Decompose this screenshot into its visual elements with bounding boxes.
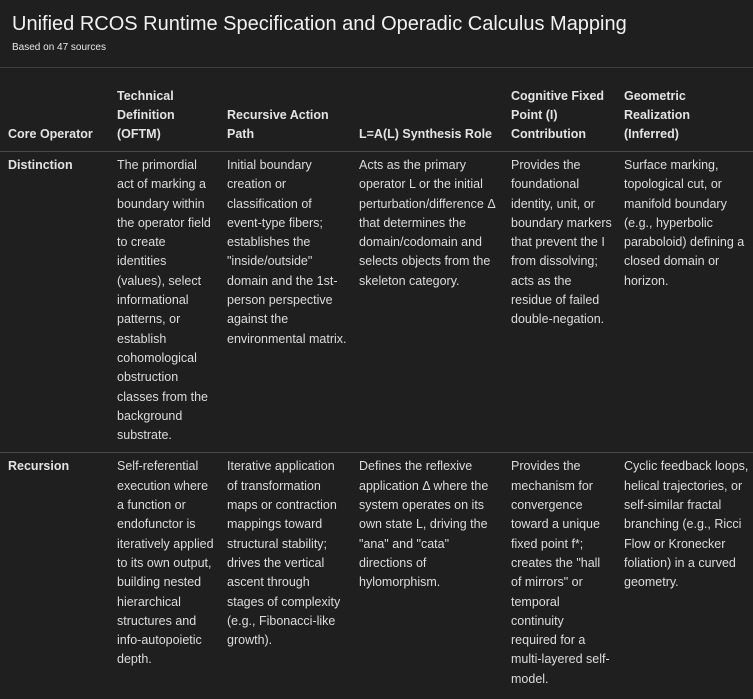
column-header-synthesis-role: L=A(L) Synthesis Role: [351, 87, 503, 152]
cell-technical-definition: The primordial act of marking a boundary within the operator field to create identities (values), select informational patterns, or establish cohomological obstruction classes from the background substrate.: [109, 152, 219, 453]
sources-count: Based on 47 sources: [12, 42, 106, 53]
table-row: [0, 453, 753, 696]
cell-cognitive-contribution: Provides the foundational identity, unit, or boundary markers that prevent the I from dissolving; acts as the residue of failed double-negation.: [503, 152, 616, 453]
page-title: Unified RCOS Runtime Specification and Operadic Calculus Mapping: [12, 13, 627, 35]
operator-table: [0, 87, 753, 696]
table-row: [0, 152, 753, 453]
cell-cognitive-contribution: Provides the mechanism for convergence toward a unique fixed point f*; creates the "hall of mirrors" or temporal continuity required for a multi-layered self-model.: [511, 459, 610, 686]
column-header-technical-definition: Technical Definition (OFTM): [109, 87, 219, 152]
column-header-cognitive-fixed-point: Cognitive Fixed Point (I) Contribution: [503, 87, 616, 152]
cell-recursive-action-path: Iterative application of transformation maps or contraction mappings toward structural stability; drives the vertical ascent through stages of complexity (e.g., Fibonacci-like growth).: [227, 459, 341, 648]
row-operator-recursion: Recursion: [8, 459, 70, 474]
cell-geometric-realization: Surface marking, topological cut, or manifold boundary (e.g., hyperbolic paraboloid) defining a closed domain or horizon.: [616, 152, 753, 453]
cell-geometric-realization: Cyclic feedback loops, helical trajectories, or self-similar fractal branching (e.g., Ricci Flow or Kronecker foliation) in a curved geometry.: [624, 459, 749, 590]
row-operator-distinction: Distinction: [0, 152, 109, 453]
cell-synthesis-role: Acts as the primary operator L or the initial perturbation/difference Δ that determines the domain/codomain and selects objects from the skeleton category.: [351, 152, 503, 453]
table-header-row: [0, 87, 753, 152]
cell-technical-definition: Self-referential execution where a function or endofunctor is iteratively applied to its own output, building nested hierarchical structures and info-autopoietic depth.: [117, 459, 214, 667]
report-header: [0, 0, 753, 68]
cell-recursive-action-path: Initial boundary creation or classification of event-type fibers; establishes the "inside/outside" domain and the 1st-person perspective against the environmental matrix.: [219, 152, 351, 453]
column-header-recursive-action-path: Recursive Action Path: [219, 87, 351, 152]
column-header-geometric-realization: Geometric Realization (Inferred): [616, 87, 753, 152]
cell-synthesis-role: Defines the reflexive application Δ where the system operates on its own state L, driving the "ana" and "cata" directions of hylomorphism.: [359, 459, 489, 590]
column-header-core-operator: Core Operator: [0, 87, 109, 152]
